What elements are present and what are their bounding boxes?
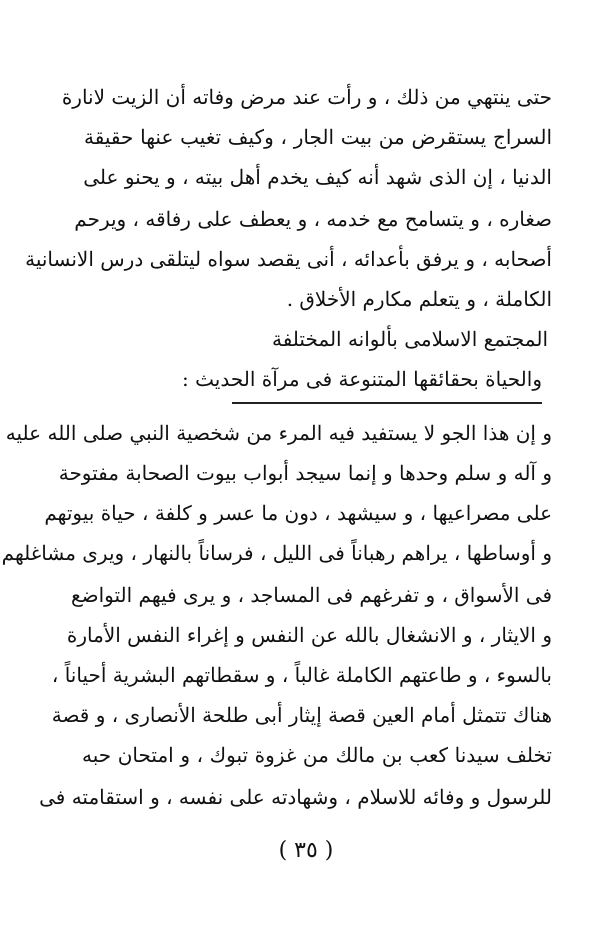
text-line: و أوساطها ، يراهم رهباناً فى الليل ، فرساناً بالنهار ، ويرى مشاغلهم [1,541,552,565]
heading-line-2: والحياة بحقائقها المتنوعة فى مرآة الحديث : [182,367,542,391]
text-line: للرسول و وفائه للاسلام ، وشهادته على نفسه ، و استقامته فى [39,785,552,809]
text-line: حتى ينتهي من ذلك ، و رأت عند مرض وفاته أن الزيت لانارة [61,85,552,109]
text-line: فى الأسواق ، و تفرغهم فى المساجد ، و يرى فيهم التواضع [70,583,552,607]
page-number: ( ٣٥ ) [278,838,334,863]
text-line: صغاره ، و يتسامح مع خدمه ، و يعطف على رفاقه ، ويرحم [74,207,552,231]
text-line: بالسوء ، و طاعتهم الكاملة غالباً ، و سقطاتهم البشرية أحياناً ، [51,663,552,687]
text-line-last: الكاملة ، و يتعلم مكارم الأخلاق . [286,287,552,311]
text-line: هناك تتمثل أمام العين قصة إيثار أبى طلحة الأنصارى ، و قصة [51,703,552,727]
heading-line-1: المجتمع الاسلامى بألوانه المختلفة [271,327,548,351]
text-line: و إن هذا الجو لا يستفيد فيه المرء من شخصية النبي صلى الله عليه [5,421,552,445]
text-line: أصحابه ، و يرفق بأعدائه ، أنى يقصد سواه ليتلقى درس الانسانية [25,247,552,271]
text-line: و الايثار ، و الانشغال بالله عن النفس و إغراء النفس الأمارة [66,623,552,647]
text-line: الدنيا ، إن الذى شهد أنه كيف يخدم أهل بيته ، و يحنو على [83,165,552,189]
text-line: و آله و سلم وحدها و إنما سيجد أبواب بيوت الصحابة مفتوحة [58,461,552,485]
text-line: السراج يستقرض من بيت الجار ، وكيف تغيب عنها حقيقة [84,125,552,149]
heading-underline [232,402,542,404]
text-line: تخلف سيدنا كعب بن مالك من غزوة تبوك ، و امتحان حبه [82,743,552,767]
text-line: على مصراعيها ، و سيشهد ، دون ما عسر و كلفة ، حياة بيوتهم [44,501,552,525]
